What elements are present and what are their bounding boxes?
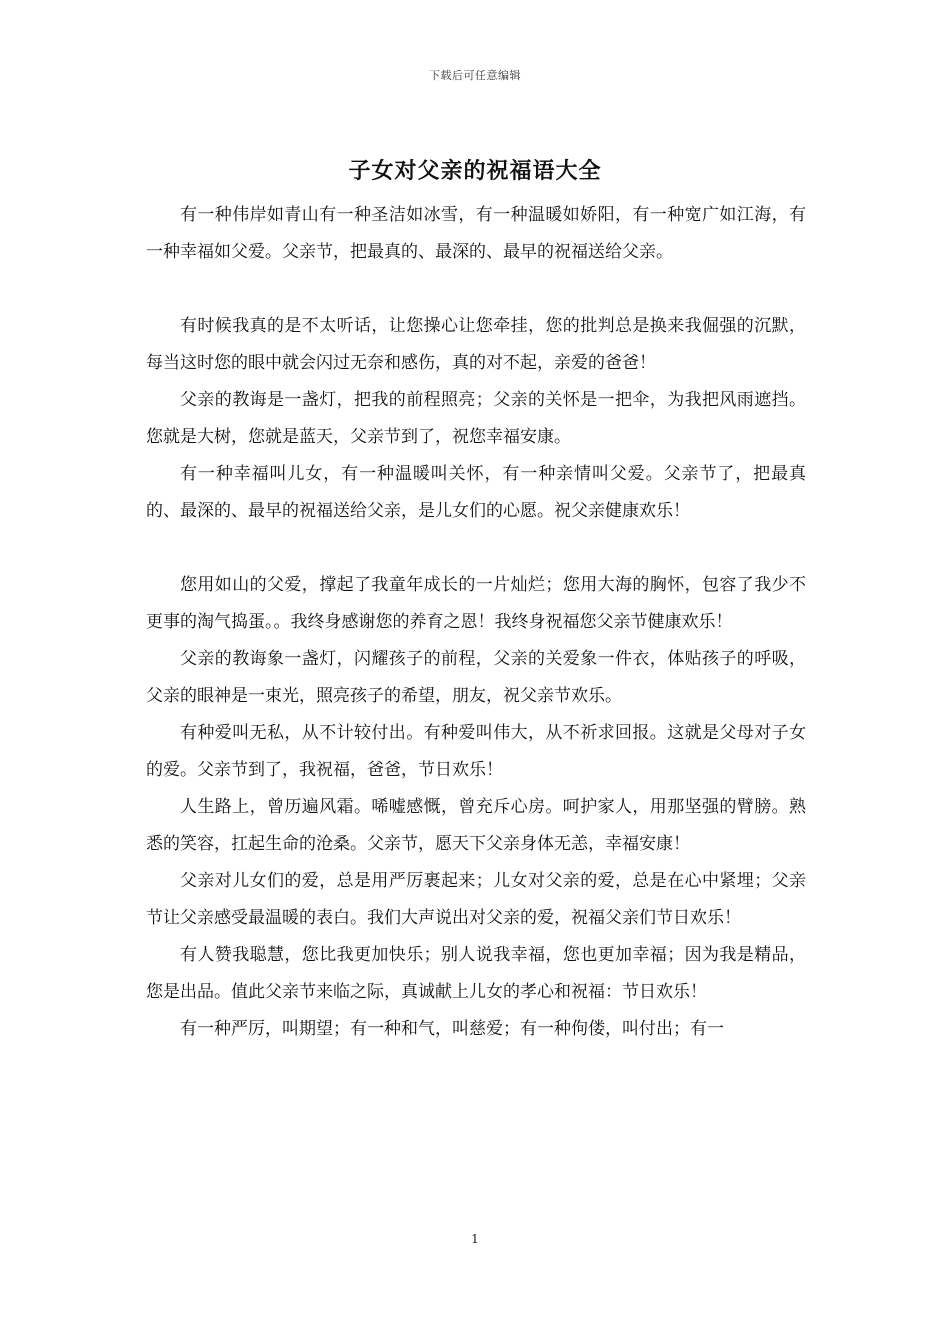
document-body <box>146 197 806 1048</box>
paragraph: 有种爱叫无私，从不计较付出。有种爱叫伟大，从不祈求回报。这就是父母对子女的爱。父亲节到了，我祝福，爸爸，节日欢乐！ <box>146 723 806 780</box>
paragraph: 有一种严厉，叫期望；有一种和气，叫慈爱；有一种佝偻，叫付出；有一 <box>180 1019 724 1039</box>
paragraph: 父亲对儿女们的爱，总是用严厉裹起来；儿女对父亲的爱，总是在心中紧埋；父亲节让父亲感受最温暖的表白。我们大声说出对父亲的爱，祝福父亲们节日欢乐！ <box>146 871 806 928</box>
header-note: 下载后可任意编辑 <box>429 69 521 82</box>
paragraph: 有时候我真的是不太听话，让您操心让您牵挂，您的批判总是换来我倔强的沉默，每当这时您的眼中就会闪过无奈和感伤，真的对不起，亲爱的爸爸！ <box>146 316 806 373</box>
paragraph: 您用如山的父爱，撑起了我童年成长的一片灿烂；您用大海的胸怀，包容了我少不更事的淘气捣蛋。。我终身感谢您的养育之恩！我终身祝福您父亲节健康欢乐！ <box>146 575 806 632</box>
paragraph: 人生路上，曾历遍风霜。唏嘘感慨，曾充斥心房。呵护家人，用那坚强的臂膀。熟悉的笑容，扛起生命的沧桑。父亲节，愿天下父亲身体无恙，幸福安康！ <box>146 797 806 854</box>
paragraph: 有一种伟岸如青山有一种圣洁如冰雪，有一种温暖如娇阳，有一种宽广如江海，有一种幸福如父爱。父亲节，把最真的、最深的、最早的祝福送给父亲。 <box>146 205 806 262</box>
paragraph: 有人赞我聪慧，您比我更加快乐；别人说我幸福，您也更加幸福；因为我是精品，您是出品。值此父亲节来临之际，真诚献上儿女的孝心和祝福：节日欢乐！ <box>146 945 806 1002</box>
paragraph: 有一种幸福叫儿女，有一种温暖叫关怀，有一种亲情叫父爱。父亲节了，把最真的、最深的、最早的祝福送给父亲，是儿女们的心愿。祝父亲健康欢乐！ <box>146 464 806 521</box>
paragraph: 父亲的教诲象一盏灯，闪耀孩子的前程，父亲的关爱象一件衣，体贴孩子的呼吸，父亲的眼神是一束光，照亮孩子的希望，朋友，祝父亲节欢乐。 <box>146 649 806 706</box>
paragraph: 父亲的教诲是一盏灯，把我的前程照亮；父亲的关怀是一把伞，为我把风雨遮挡。您就是大树，您就是蓝天，父亲节到了，祝您幸福安康。 <box>146 390 806 447</box>
page-number: 1 <box>471 1232 479 1246</box>
document-title: 子女对父亲的祝福语大全 <box>348 158 602 184</box>
